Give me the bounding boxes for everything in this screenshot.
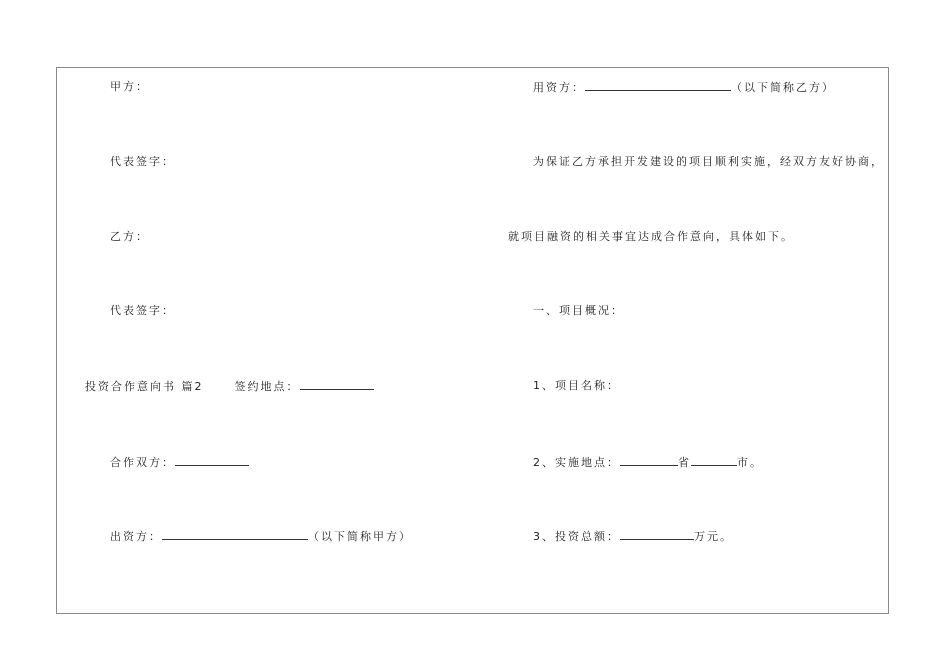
province-label: 省	[678, 456, 691, 469]
fund-user-blank	[585, 80, 731, 91]
investment-total-line	[533, 529, 733, 544]
investment-total-unit: 万元。	[694, 530, 733, 543]
city-label: 市。	[737, 456, 763, 469]
signing-place-label: 签约地点：	[234, 380, 300, 393]
investor-label: 出资方：	[110, 530, 162, 543]
location-label: 2、实施地点：	[533, 456, 620, 469]
signing-place-line	[85, 379, 374, 394]
intro-paragraph-line-2: 就项目融资的相关事宜达成合作意向，具体如下。	[508, 230, 794, 243]
city-blank	[691, 455, 737, 466]
cooperation-parties-blank	[175, 455, 249, 466]
investor-suffix: （以下简称甲方）	[308, 530, 412, 543]
fund-user-suffix: （以下简称乙方）	[731, 81, 835, 94]
fund-user-label: 用资方：	[533, 81, 585, 94]
party-b-label: 乙方：	[110, 230, 149, 243]
signing-place-blank	[300, 379, 374, 390]
province-blank	[620, 455, 678, 466]
party-a-label: 甲方：	[110, 80, 149, 93]
investment-total-blank	[620, 529, 694, 540]
intro-paragraph-line-1: 为保证乙方承担开发建设的项目顺利实施，经双方友好协商，	[533, 155, 884, 168]
cooperation-parties-line	[110, 455, 249, 470]
location-line	[533, 455, 763, 470]
section-1-heading: 一、项目概况：	[533, 304, 624, 317]
investor-blank	[162, 529, 308, 540]
fund-user-line	[533, 80, 835, 95]
cooperation-parties-label: 合作双方：	[110, 456, 175, 469]
project-name-label: 1、项目名称：	[533, 379, 620, 392]
document-title: 投资合作意向书 篇2	[85, 380, 204, 393]
investment-total-label: 3、投资总额：	[533, 530, 620, 543]
representative-signature-label-1: 代表签字：	[110, 155, 175, 168]
representative-signature-label-2: 代表签字：	[110, 304, 175, 317]
investor-line	[110, 529, 412, 544]
